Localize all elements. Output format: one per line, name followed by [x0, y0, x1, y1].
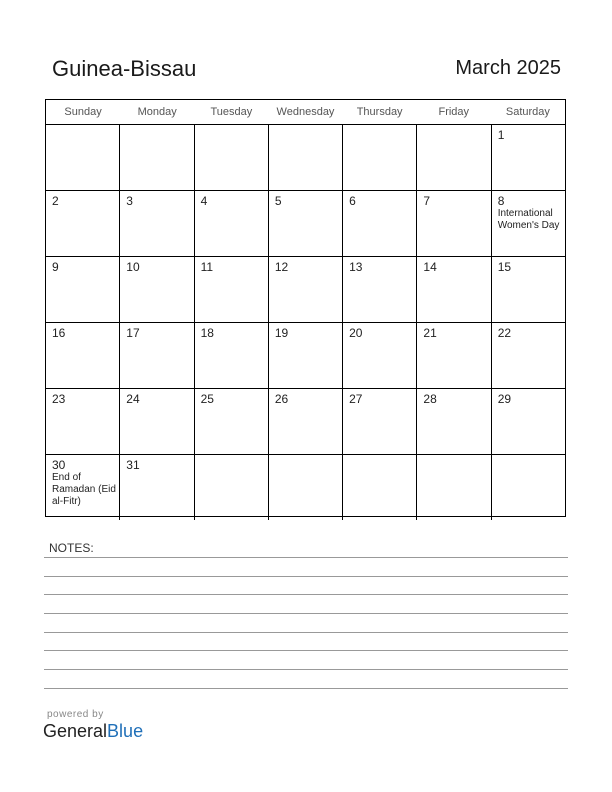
day-number: 4 [200, 194, 208, 208]
weekday-header [46, 100, 565, 125]
day-cell[interactable] [343, 257, 417, 322]
weekday-monday: Monday [137, 106, 177, 118]
day-cell[interactable] [492, 191, 565, 256]
day-number: 15 [497, 260, 512, 274]
weekday-wednesday: Wednesday [276, 106, 335, 118]
day-cell[interactable] [120, 323, 194, 388]
day-number: 2 [52, 194, 59, 208]
day-number: 10 [126, 260, 140, 274]
week-row [46, 257, 565, 323]
day-cell[interactable] [269, 455, 343, 520]
day-cell[interactable] [46, 257, 120, 322]
powered-by-text: powered by [47, 709, 104, 720]
notes-line [44, 576, 568, 577]
notes-line [44, 594, 568, 595]
month-title: March 2025 [455, 57, 561, 79]
day-cell[interactable] [269, 125, 343, 190]
country-title: Guinea-Bissau [52, 56, 197, 81]
day-cell[interactable] [492, 455, 565, 520]
notes-line [44, 650, 568, 651]
day-cell[interactable] [120, 191, 194, 256]
notes-line [44, 613, 568, 614]
weekday-tuesday: Tuesday [210, 106, 253, 118]
day-cell[interactable] [120, 389, 194, 454]
day-number: 20 [349, 326, 363, 340]
day-cell[interactable] [417, 257, 491, 322]
notes-label: NOTES: [49, 541, 94, 555]
brand-blue: Blue [107, 721, 144, 741]
day-cell[interactable] [417, 191, 491, 256]
weeks-container [46, 125, 565, 520]
day-cell[interactable] [120, 455, 194, 520]
day-cell[interactable] [195, 323, 269, 388]
week-row [46, 191, 565, 257]
week-row [46, 455, 565, 520]
day-number: 22 [497, 326, 512, 340]
day-cell[interactable] [120, 125, 194, 190]
calendar-grid [45, 99, 566, 517]
day-cell[interactable] [46, 389, 120, 454]
day-cell[interactable] [417, 389, 491, 454]
day-number: 18 [200, 326, 214, 340]
day-number: 8 [497, 194, 505, 208]
day-cell[interactable] [343, 323, 417, 388]
day-cell[interactable] [343, 191, 417, 256]
day-cell[interactable] [343, 455, 417, 520]
week-row [46, 389, 565, 455]
day-cell[interactable] [492, 389, 565, 454]
day-cell[interactable] [269, 389, 343, 454]
generalblue-logo[interactable] [43, 721, 143, 742]
day-number: 17 [126, 326, 140, 340]
day-number: 19 [274, 326, 289, 340]
day-number: 21 [423, 326, 437, 340]
day-number: 11 [200, 260, 214, 274]
notes-line [44, 669, 568, 670]
notes-line [44, 688, 568, 689]
day-cell[interactable] [269, 257, 343, 322]
day-number: 30 [52, 458, 66, 472]
day-cell[interactable] [195, 191, 269, 256]
notes-line [44, 557, 568, 558]
weekday-thursday: Thursday [356, 106, 403, 118]
day-number: 31 [126, 458, 140, 472]
day-number: 29 [497, 392, 512, 406]
day-number: 16 [52, 326, 66, 340]
day-number: 27 [349, 392, 363, 406]
day-cell[interactable] [195, 125, 269, 190]
day-cell[interactable] [46, 191, 120, 256]
weekday-saturday: Saturday [505, 106, 550, 118]
day-cell[interactable] [343, 125, 417, 190]
day-cell[interactable] [492, 323, 565, 388]
day-cell[interactable] [343, 389, 417, 454]
day-cell[interactable] [417, 455, 491, 520]
day-number: 25 [200, 392, 214, 406]
day-number: 13 [349, 260, 363, 274]
day-cell[interactable] [195, 257, 269, 322]
day-cell[interactable] [492, 125, 565, 190]
day-cell[interactable] [417, 323, 491, 388]
brand-general: General [43, 721, 108, 741]
week-row [46, 323, 565, 389]
day-cell[interactable] [195, 389, 269, 454]
day-cell[interactable] [417, 125, 491, 190]
day-number: 1 [497, 128, 505, 142]
day-number: 9 [52, 260, 59, 274]
day-cell[interactable] [492, 257, 565, 322]
day-cell[interactable] [120, 257, 194, 322]
day-cell[interactable] [46, 323, 120, 388]
day-number: 12 [274, 260, 289, 274]
day-number: 3 [126, 194, 133, 208]
day-cell[interactable] [195, 455, 269, 520]
day-number: 5 [274, 194, 282, 208]
holiday-label: International Women's Day [497, 208, 560, 231]
notes-line [44, 632, 568, 633]
day-number: 24 [126, 392, 140, 406]
day-number: 23 [52, 392, 66, 406]
week-row [46, 125, 565, 191]
day-cell[interactable] [269, 191, 343, 256]
day-number: 28 [423, 392, 437, 406]
day-cell[interactable] [46, 455, 120, 520]
weekday-sunday: Sunday [64, 106, 102, 118]
day-cell[interactable] [46, 125, 120, 190]
day-cell[interactable] [269, 323, 343, 388]
day-number: 6 [349, 194, 356, 208]
holiday-label: End of Ramadan (Eid al-Fitr) [52, 472, 116, 507]
day-number: 7 [423, 194, 431, 208]
weekday-friday: Friday [438, 106, 470, 118]
day-number: 26 [274, 392, 289, 406]
day-number: 14 [423, 260, 437, 274]
